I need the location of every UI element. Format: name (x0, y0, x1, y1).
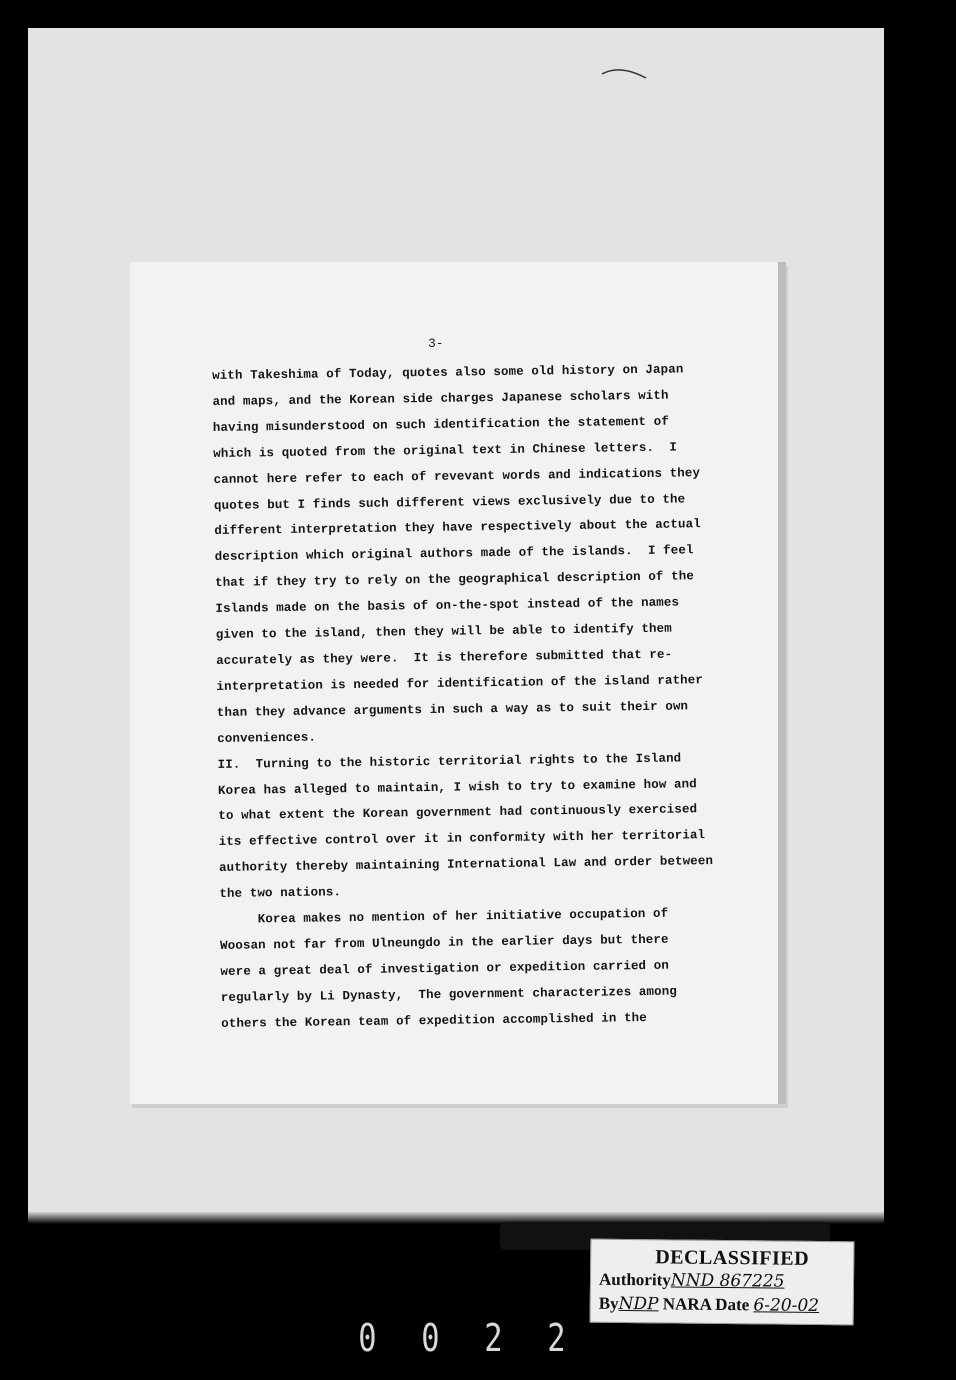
text-line: to what extent the Korean government had continuously exercised (218, 802, 698, 824)
page-number: 3- (428, 336, 444, 351)
stamp-by-line (599, 1294, 819, 1316)
stamp-authority-line (599, 1270, 785, 1292)
text-line: given to the island, then they will be able to identify them (215, 621, 672, 643)
text-line: different interpretation they have respectively about the actual (214, 517, 701, 539)
text-line: that if they try to rely on the geographical description of the (214, 569, 695, 591)
frame-digit: 2 (546, 1316, 566, 1360)
text-line: Islands made on the basis of on-the-spot instead of the names (215, 595, 680, 617)
frame-number (356, 1316, 568, 1360)
authority-value: NND 867225 (670, 1270, 785, 1292)
text-line: conveniences. (217, 730, 317, 746)
text-line: others the Korean team of expedition accomplished in the (221, 1010, 647, 1031)
text-line: its effective control over it in conformity with her territorial (218, 828, 706, 850)
nara-date-label: NARA Date (658, 1294, 754, 1315)
authority-label: Authority (598, 1269, 671, 1290)
text-line: were a great deal of investigation or expedition carried on (220, 958, 670, 979)
text-line: and maps, and the Korean side charges Japanese scholars with (212, 388, 669, 409)
frame-digit: 2 (484, 1316, 503, 1360)
stamp-title: DECLASSIFIED (655, 1246, 810, 1270)
text-line: interpretation is needed for identification of the island rather (216, 673, 704, 694)
text-line: which is quoted from the original text in Chinese letters. I (213, 440, 677, 461)
date-value: 6-20-02 (753, 1295, 820, 1317)
text-line: authority thereby maintaining International Law and order between (218, 854, 714, 876)
declassified-stamp (590, 1239, 855, 1326)
text-line: Korea has alleged to maintain, I wish to try to examine how and (217, 776, 697, 798)
by-value: NDP (618, 1293, 659, 1315)
by-label: By (598, 1293, 619, 1313)
text-line: cannot here refer to each of revevant words and indications they (213, 465, 701, 487)
text-line: accurately as they were. It is therefore submitted that re- (216, 647, 673, 668)
text-line: quotes but I finds such different views exclusively due to the (213, 491, 686, 513)
body-text (212, 356, 761, 1037)
frame-digit: 0 (421, 1316, 440, 1360)
text-line: with Takeshima of Today, quotes also some old history on Japan (212, 362, 684, 383)
text-line: Korea makes no mention of her initiative occupation of (219, 906, 669, 927)
text-line: II. Turning to the historic territorial rights to the Island (217, 751, 682, 772)
pencil-mark (600, 64, 648, 82)
text-line: regularly by Li Dynasty, The government characterizes among (220, 984, 677, 1005)
frame-digit: 0 (358, 1316, 377, 1360)
text-line: Woosan not far from Ulneungdo in the earlier days but there (220, 932, 669, 953)
text-line: the two nations. (219, 885, 342, 902)
text-line: than they advance arguments in such a way as to suit their own (216, 699, 689, 720)
text-line: having misunderstood on such identification the statement of (212, 414, 670, 435)
text-line: description which original authors made of the islands. I feel (214, 543, 694, 565)
